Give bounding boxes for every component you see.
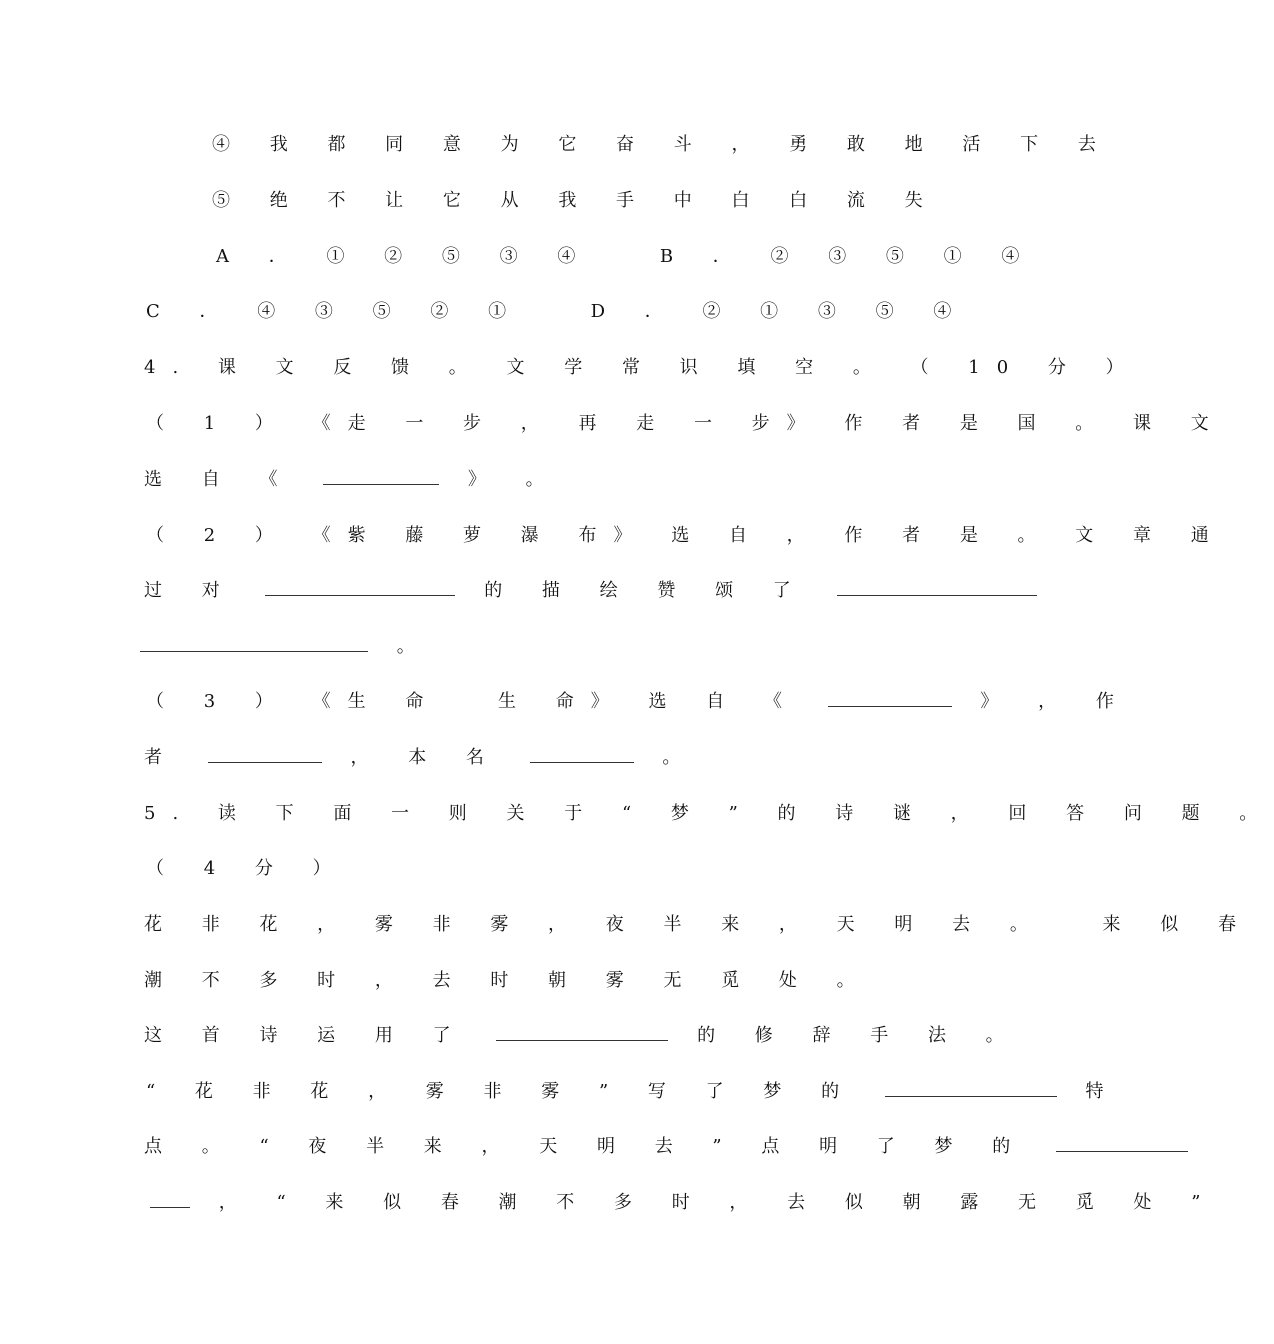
blank-dream-time-cont[interactable] <box>150 1191 190 1208</box>
part2-middle: 的 描 绘 赞 颂 了 <box>484 580 808 601</box>
blank-dream-feature[interactable] <box>885 1080 1057 1097</box>
choice-d: D ． ② ① ③ ⑤ ④ <box>590 301 969 322</box>
part3-suffix: 》 ， 作 <box>980 691 1131 712</box>
question-5-score <box>146 857 348 881</box>
blank-praised-theme[interactable] <box>837 579 1037 596</box>
blank-praised-theme-cont[interactable] <box>140 635 368 652</box>
poem-line-2-text: 潮 不 多 时 ， 去 时 朝 雾 无 觅 处 。 <box>144 970 872 991</box>
question-4-part1-line1 <box>146 412 1226 436</box>
part1-suffix: 》 。 <box>467 469 561 490</box>
part2-prefix: 过 对 <box>144 580 237 601</box>
question-5-title-text: 5. 读 下 面 一 则 关 于 “ 梦 ” 的 诗 谜 ， 回 答 问 题 。 <box>144 803 1274 824</box>
part1-text: （ 1 ） 《走 一 步 ， 再 走 一 步》 作 者 是 国 。 课 文 <box>146 413 1226 434</box>
question-4-part1-line2 <box>144 468 561 492</box>
question-4-part3-line1 <box>146 690 1131 714</box>
blank-dream-time[interactable] <box>1056 1135 1188 1152</box>
blank-rhetoric[interactable] <box>496 1024 668 1041</box>
question-4-part2-line3 <box>140 635 432 659</box>
poem-line-1 <box>144 913 1253 937</box>
part3-prefix: （ 3 ） 《生 命 生 命》 选 自 《 <box>146 691 799 712</box>
sub2-prefix: “ 花 非 花 ， 雾 非 雾 ” 写 了 梦 的 <box>146 1081 857 1102</box>
part2-end: 。 <box>396 636 432 657</box>
sub1-prefix: 这 首 诗 运 用 了 <box>144 1025 468 1046</box>
question-4-title <box>144 356 1141 380</box>
blank-author[interactable] <box>208 746 322 763</box>
option-item-5-text: ⑤ 绝 不 让 它 从 我 手 中 白 白 流 失 <box>212 190 940 211</box>
question-5-sub4 <box>146 1191 1217 1215</box>
sub1-suffix: 的 修 辞 手 法 。 <box>697 1025 1021 1046</box>
blank-collection-name[interactable] <box>828 690 952 707</box>
question-4-part2-line1 <box>146 524 1226 548</box>
question-4-title-text: 4. 课 文 反 馈 。 文 学 常 识 填 空 。 （ 10 分 ） <box>144 357 1141 378</box>
option-item-5 <box>212 189 940 213</box>
question-5-sub3 <box>144 1135 1188 1159</box>
part3-realname: ， 本 名 <box>350 747 501 768</box>
poem-line-1-text: 花 非 花 ， 雾 非 雾 ， 夜 半 来 ， 天 明 去 。 来 似 春 <box>144 914 1253 935</box>
sub4-text: ， “ 来 似 春 潮 不 多 时 ， 去 似 朝 露 无 觅 处 ” <box>218 1192 1218 1213</box>
question-4-part3-line2 <box>144 746 697 770</box>
sub3-prefix: 点 。 “ 夜 半 来 ， 天 明 去 ” 点 明 了 梦 的 <box>144 1136 1028 1157</box>
part2-text: （ 2 ） 《紫 藤 萝 瀑 布》 选 自 ， 作 者 是 。 文 章 通 <box>146 525 1226 546</box>
part1-prefix: 选 自 《 <box>144 469 295 490</box>
blank-real-name[interactable] <box>530 746 634 763</box>
blank-source-book[interactable] <box>323 468 439 485</box>
question-5-title <box>144 802 1274 826</box>
poem-line-2 <box>144 969 872 993</box>
option-item-4 <box>212 133 1113 157</box>
question-4-part2-line2 <box>144 579 1037 603</box>
question-5-sub2 <box>146 1080 1121 1104</box>
answer-row-cd <box>146 300 968 324</box>
choice-b: B ． ② ③ ⑤ ① ④ <box>659 246 1037 267</box>
choice-c: C ． ④ ③ ⑤ ② ① <box>146 301 524 322</box>
question-5-score-text: （ 4 分 ） <box>146 858 348 879</box>
part3-end: 。 <box>662 747 698 768</box>
sub2-suffix: 特 <box>1085 1081 1121 1102</box>
question-5-sub1 <box>144 1024 1021 1048</box>
choice-a: A ． ① ② ⑤ ③ ④ <box>216 246 593 267</box>
answer-row-ab <box>216 245 1036 269</box>
blank-described-object[interactable] <box>265 579 455 596</box>
option-item-4-text: ④ 我 都 同 意 为 它 奋 斗 ， 勇 敢 地 活 下 去 <box>212 134 1113 155</box>
part3-author: 者 <box>144 747 179 768</box>
